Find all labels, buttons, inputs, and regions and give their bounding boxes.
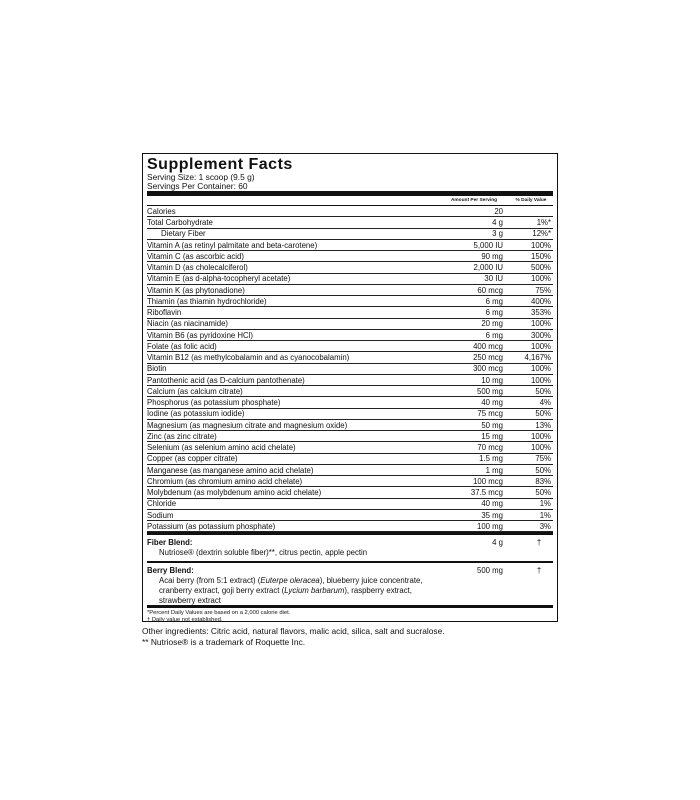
nutrient-name: Niacin (as niacinamide) [147, 319, 229, 329]
berry-blend [147, 563, 553, 605]
nutrient-amount: 2,000 IU [473, 263, 503, 273]
nutrient-dv: 100% [531, 240, 551, 250]
nutrient-row [147, 521, 553, 532]
servings-per-container: Servings Per Container: 60 [147, 180, 248, 191]
supplement-facts-panel [142, 153, 558, 622]
berry-blend-title: Berry Blend: [147, 566, 194, 576]
nutrient-amount: 250 mcg [473, 353, 503, 363]
other-ingredients: Other ingredients: Citric acid, natural flavors, malic acid, silica, salt and sucralose. [142, 626, 445, 636]
footnotes [147, 608, 553, 624]
nutrient-amount: 20 [494, 206, 503, 216]
fiber-blend-amount: 4 g [492, 537, 503, 547]
nutrient-dv: 4,167% [524, 353, 551, 363]
nutrient-row [147, 386, 553, 397]
nutrient-dv: 150% [531, 251, 551, 261]
nutrient-row [147, 206, 553, 217]
nutrient-amount: 5,000 IU [473, 240, 503, 250]
footnote-dagger: † Daily value not established. [147, 616, 223, 623]
amount-header: Amount Per Serving [450, 198, 498, 204]
nutrient-row [147, 465, 553, 476]
nutrient-dv: 1%* [536, 218, 551, 228]
fiber-blend-desc: Nutriose® (dextrin soluble fiber)**, citrus pectin, apple pectin [159, 547, 368, 557]
nutrient-row [147, 487, 553, 498]
nutrient-amount: 90 mg [481, 251, 503, 261]
nutrient-dv: 100% [531, 364, 551, 374]
nutrient-name: Copper (as copper citrate) [147, 454, 238, 464]
nutrient-amount: 1 mg [485, 465, 503, 475]
nutrient-amount: 4 g [492, 218, 503, 228]
nutrient-name: Chloride [147, 499, 177, 509]
nutrient-amount: 37.5 mcg [470, 488, 503, 498]
nutrient-amount: 10 mg [481, 375, 503, 385]
nutrient-row [147, 420, 553, 431]
nutrient-name: Vitamin B6 (as pyridoxine HCl) [147, 330, 254, 340]
nutrient-dv: 50% [535, 386, 551, 396]
nutrient-row [147, 330, 553, 341]
nutrient-row [147, 397, 553, 408]
nutrient-row [147, 442, 553, 453]
nutrient-name: Calories [147, 206, 176, 216]
nutrient-row [147, 296, 553, 307]
nutrient-dv: 100% [531, 274, 551, 284]
nutrient-amount: 60 mcg [477, 285, 503, 295]
nutrient-name: Total Carbohydrate [147, 218, 213, 228]
nutrient-amount: 100 mg [476, 521, 503, 531]
below-panel-text [142, 626, 445, 647]
nutrient-dv: 50% [535, 488, 551, 498]
berry-blend-amount: 500 mg [476, 566, 503, 576]
nutrient-amount: 100 mcg [473, 476, 503, 486]
nutrient-name: Vitamin D (as cholecalciferol) [147, 263, 248, 273]
nutrient-dv: 75% [535, 454, 551, 464]
berry-blend-desc: Acai berry (from 5:1 extract) (Euterpe oleracea), blueberry juice concentrate, cranberry extract, goji berry extract (Lycium barbarum), raspberry extract, strawberry extract [159, 576, 423, 605]
nutrient-name: Sodium [147, 510, 174, 520]
serving-size: Serving Size: 1 scoop (9.5 g) [147, 172, 255, 182]
nutrient-name: Manganese (as manganese amino acid chelate) [147, 465, 314, 475]
dv-header: % Daily Value [515, 198, 547, 204]
nutrient-amount: 40 mg [481, 398, 503, 408]
nutrient-dv: 1% [539, 510, 551, 520]
nutrient-amount: 6 mg [485, 330, 503, 340]
nutrient-dv: 50% [535, 409, 551, 419]
nutrient-dv: 83% [535, 476, 551, 486]
nutrient-name: Potassium (as potassium phosphate) [147, 521, 276, 531]
nutrient-name: Vitamin K (as phytonadione) [147, 285, 245, 295]
nutrient-row [147, 307, 553, 318]
nutrient-name: Calcium (as calcium citrate) [147, 386, 243, 396]
nutrient-amount: 6 mg [485, 296, 503, 306]
nutrient-name: Dietary Fiber [161, 229, 206, 239]
nutrient-row [147, 499, 553, 510]
nutrient-dv: 100% [531, 319, 551, 329]
nutrient-name: Vitamin B12 (as methylcobalamin and as cyanocobalamin) [147, 353, 350, 363]
nutrient-row [147, 229, 553, 240]
nutrient-row [147, 319, 553, 330]
nutrient-name: Molybdenum (as molybdenum amino acid chelate) [147, 488, 322, 498]
nutrient-name: Folate (as folic acid) [147, 341, 217, 351]
fiber-blend-title: Fiber Blend: [147, 537, 193, 547]
nutrient-rows [147, 206, 553, 532]
nutrient-amount: 300 mcg [473, 364, 503, 374]
nutrient-name: Riboflavin [147, 308, 182, 318]
nutrient-row [147, 375, 553, 386]
nutrient-row [147, 409, 553, 420]
nutrient-name: Magnesium (as magnesium citrate and magnesium oxide) [147, 420, 348, 430]
nutrient-amount: 40 mg [481, 499, 503, 509]
nutrient-row [147, 364, 553, 375]
nutrient-dv: 12%* [532, 229, 551, 239]
nutrient-dv: 75% [535, 285, 551, 295]
nutrient-name: Pantothenic acid (as D-calcium pantothenate) [147, 375, 305, 385]
nutrient-name: Thiamin (as thiamin hydrochloride) [147, 296, 267, 306]
nutrient-amount: 30 IU [484, 274, 503, 284]
nutrient-dv: 500% [531, 263, 551, 273]
nutrient-amount: 1.5 mg [479, 454, 503, 464]
nutrient-row [147, 431, 553, 442]
nutrient-name: Selenium (as selenium amino acid chelate) [147, 443, 296, 453]
footnote-percent: *Percent Daily Values are based on a 2,000 calorie diet. [147, 609, 291, 616]
nutrient-amount: 35 mg [481, 510, 503, 520]
nutrient-dv: 100% [531, 375, 551, 385]
nutrient-amount: 6 mg [485, 308, 503, 318]
nutrient-amount: 15 mg [481, 431, 503, 441]
nutrient-amount: 75 mcg [477, 409, 503, 419]
nutrient-amount: 3 g [492, 229, 503, 239]
nutrient-name: Zinc (as zinc citrate) [147, 431, 217, 441]
nutrient-dv: 50% [535, 465, 551, 475]
nutrient-name: Chromium (as chromium amino acid chelate) [147, 476, 303, 486]
nutrient-dv: 100% [531, 443, 551, 453]
nutrient-dv: 1% [539, 499, 551, 509]
nutrient-row [147, 274, 553, 285]
nutrient-row [147, 352, 553, 363]
nutrient-row [147, 285, 553, 296]
berry-blend-dv: † [536, 566, 542, 576]
nutrient-row [147, 454, 553, 465]
nutrient-name: Phosphorus (as potassium phosphate) [147, 398, 281, 408]
nutrient-amount: 20 mg [481, 319, 503, 329]
nutrient-row [147, 476, 553, 487]
nutrient-dv: 300% [531, 330, 551, 340]
nutrient-name: Vitamin A (as retinyl palmitate and beta-carotene) [147, 240, 318, 250]
nutrient-amount: 500 mg [476, 386, 503, 396]
nutrient-amount: 70 mcg [477, 443, 503, 453]
nutrient-row [147, 240, 553, 251]
nutrient-name: Biotin [147, 364, 167, 374]
nutrient-name: Iodine (as potassium iodide) [147, 409, 245, 419]
panel-title: Supplement Facts [147, 156, 293, 173]
nutrient-dv: 4% [539, 398, 551, 408]
nutrient-name: Vitamin E (as d-alpha-tocopheryl acetate) [147, 274, 291, 284]
nutrient-amount: 50 mg [481, 420, 503, 430]
nutrient-row [147, 251, 553, 262]
nutrient-name: Vitamin C (as ascorbic acid) [147, 251, 244, 261]
nutrient-dv: 100% [531, 431, 551, 441]
nutrient-row [147, 262, 553, 273]
nutrient-dv: 3% [539, 521, 551, 531]
nutrient-amount: 400 mcg [473, 341, 503, 351]
nutrient-dv: 353% [531, 308, 551, 318]
nutrient-dv: 100% [531, 341, 551, 351]
nutrient-dv: 400% [531, 296, 551, 306]
column-header [147, 196, 553, 206]
nutrient-dv: 13% [535, 420, 551, 430]
trademark-note: ** Nutriose® is a trademark of Roquette Inc. [142, 636, 306, 647]
nutrient-row [147, 510, 553, 521]
nutrient-row [147, 217, 553, 228]
nutrient-row [147, 341, 553, 352]
fiber-blend-dv: † [536, 537, 542, 547]
fiber-blend [147, 535, 553, 561]
